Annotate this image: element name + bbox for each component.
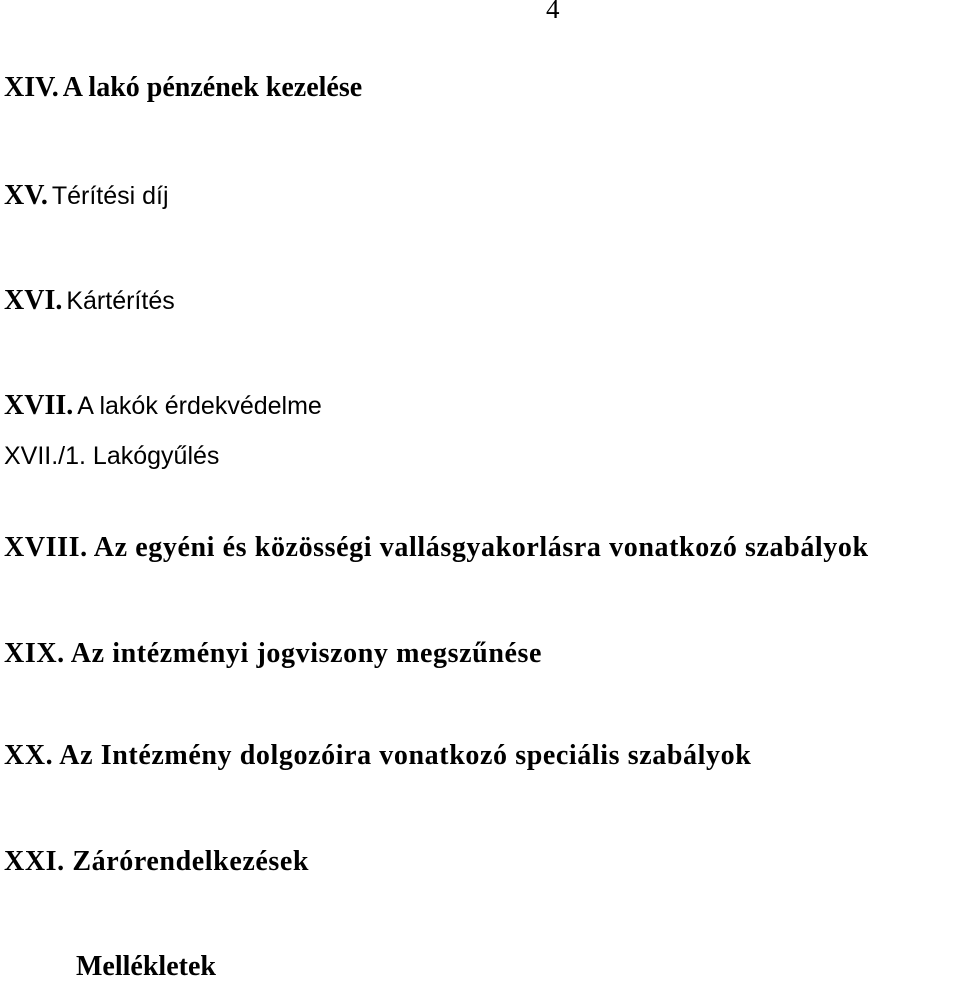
toc-entry-xv bbox=[4, 182, 169, 210]
toc-entry-xviii: XVIII. Az egyéni és közösségi vallásgyakorlásra vonatkozó szabályok bbox=[4, 532, 869, 563]
toc-entry-xvii bbox=[4, 392, 322, 420]
toc-entry-label: XIV. bbox=[4, 72, 59, 103]
page-number: 4 bbox=[546, 0, 560, 24]
toc-entry-mellekletek: Mellékletek bbox=[76, 951, 216, 982]
toc-entry-xx: XX. Az Intézmény dolgozóira vonatkozó speciális szabályok bbox=[4, 740, 752, 771]
toc-entry-xvi bbox=[4, 287, 175, 315]
toc-entry-xxi: XXI. Zárórendelkezések bbox=[4, 846, 310, 877]
toc-entry-title: Kártérítés bbox=[66, 287, 175, 315]
toc-entry-xiv bbox=[4, 74, 362, 102]
toc-entry-label: XVII. bbox=[4, 390, 74, 421]
toc-entry-label: XV. bbox=[4, 180, 48, 211]
toc-entry-title: Térítési díj bbox=[51, 182, 169, 210]
toc-entry-label: XVI. bbox=[4, 285, 63, 316]
toc-entry-xix: XIX. Az intézményi jogviszony megszűnése bbox=[4, 638, 543, 669]
toc-entry-title: A lakók érdekvédelme bbox=[77, 392, 322, 420]
toc-subentry-xvii-1: XVII./1. Lakógyűlés bbox=[4, 442, 220, 470]
toc-entry-title: A lakó pénzének kezelése bbox=[62, 72, 363, 103]
